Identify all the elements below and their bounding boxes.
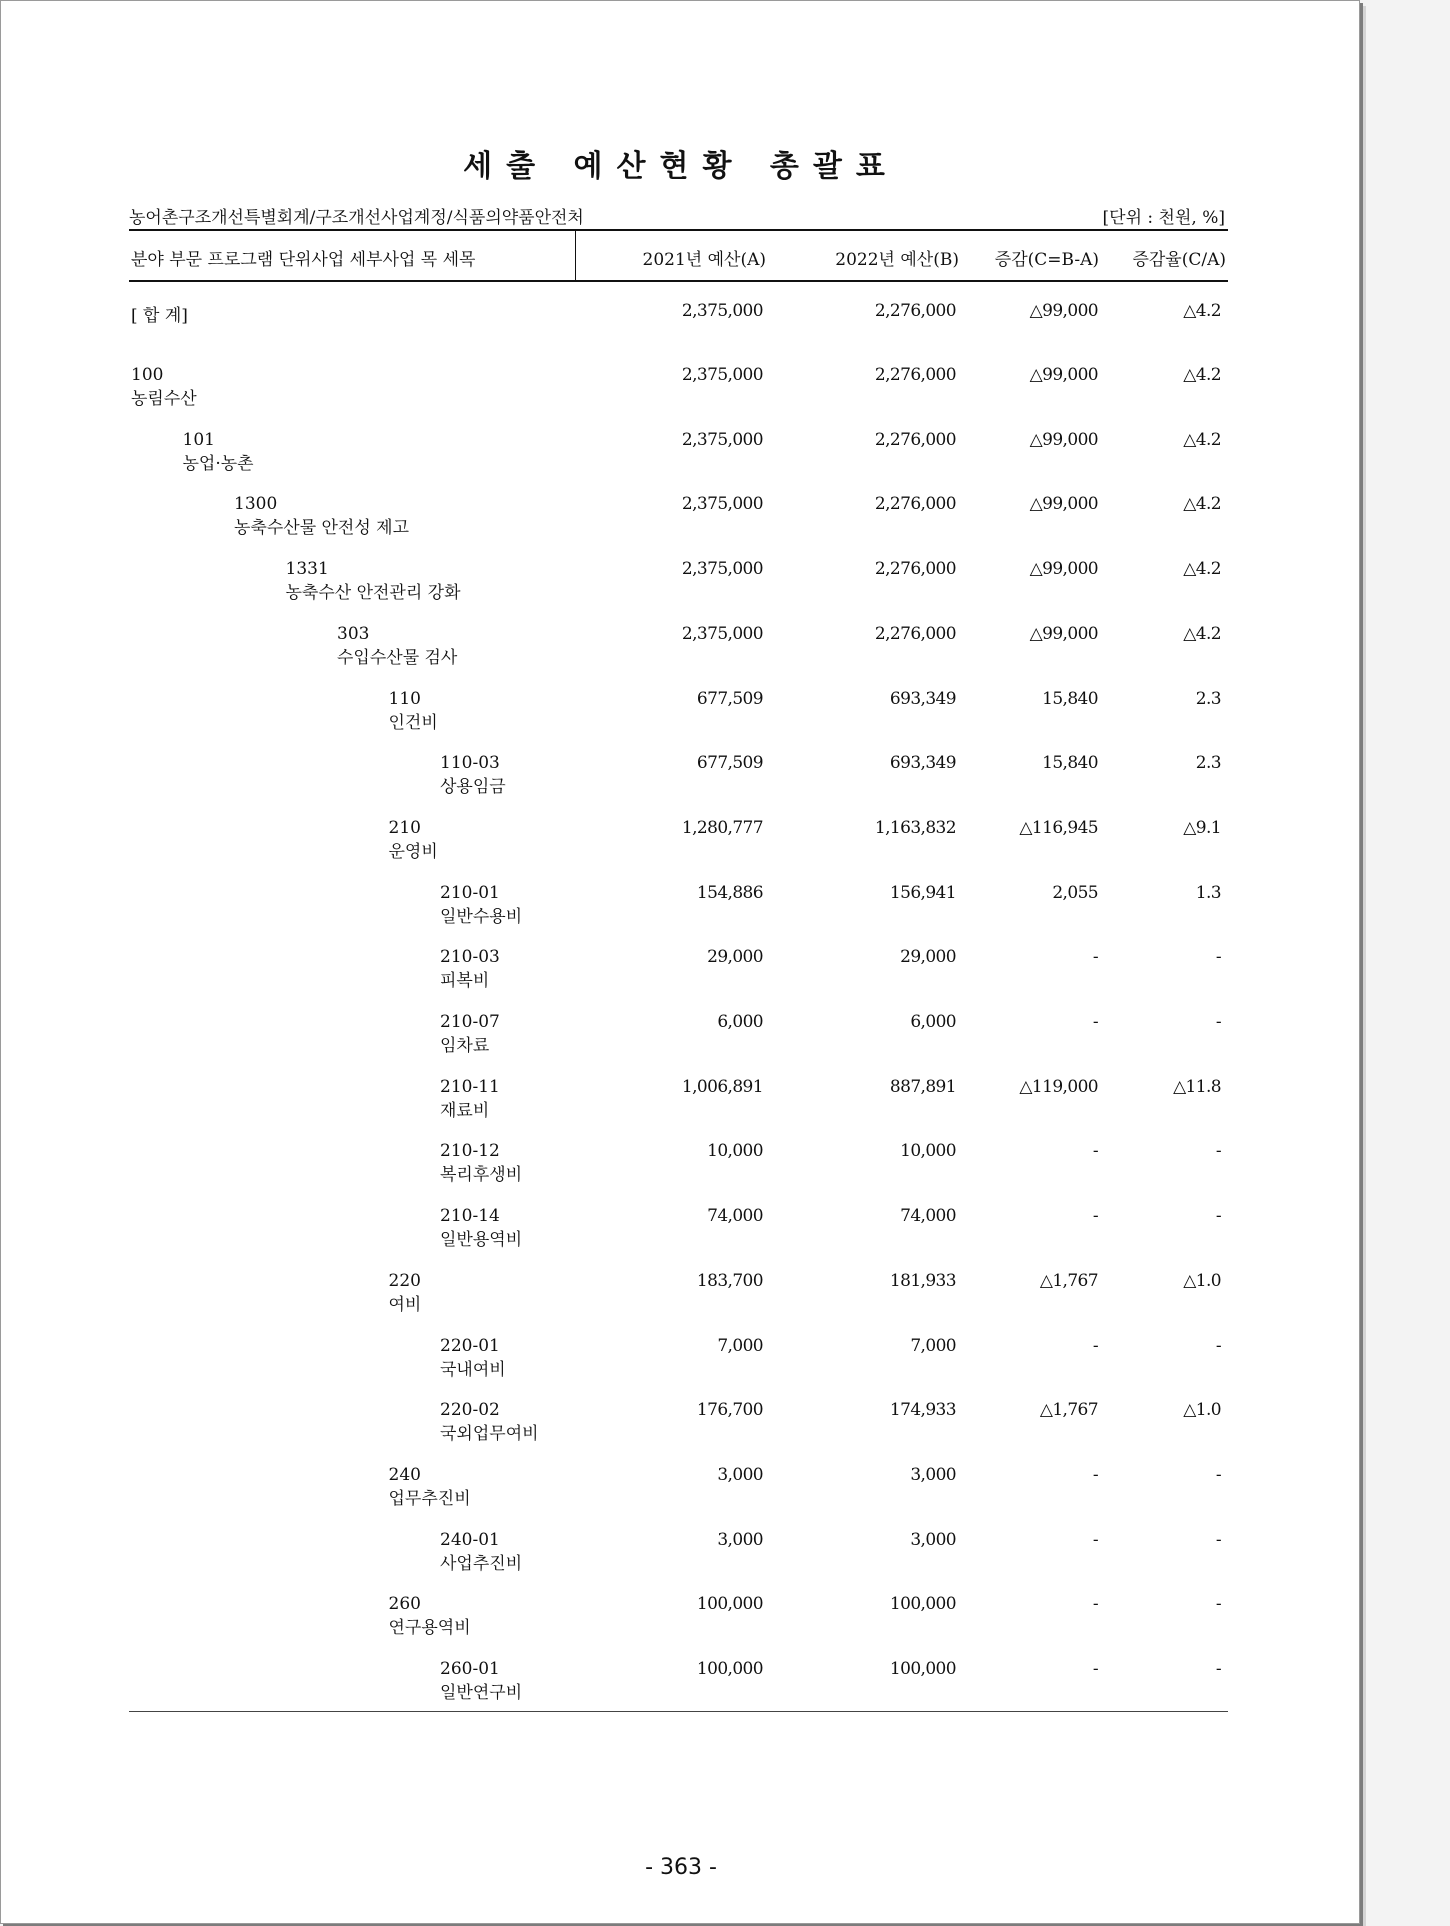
- row-change-rate: △9.1: [1183, 817, 1221, 838]
- account-path: 농어촌구조개선특별회계/구조개선사업계정/식품의약품안전처: [129, 208, 584, 228]
- row-budget-2021: 677,509: [696, 688, 763, 709]
- row-budget-2021: 677,509: [696, 753, 763, 774]
- table-bottom-rule: [129, 1711, 1228, 1712]
- row-name: 농업·농촌: [182, 453, 254, 474]
- row-budget-2022: 156,941: [889, 882, 956, 903]
- row-budget-2021: 2,375,000: [681, 429, 763, 450]
- row-change: △99,000: [1029, 365, 1098, 385]
- row-budget-2022: 2,276,000: [874, 559, 956, 580]
- row-budget-2022: 100,000: [889, 1659, 956, 1679]
- row-budget-2021: 154,886: [696, 882, 763, 903]
- table-row: [1, 1206, 1361, 1266]
- row-budget-2021: 2,375,000: [681, 365, 763, 385]
- row-name: 인건비: [388, 712, 438, 733]
- row-change: △116,945: [1019, 817, 1098, 838]
- total-change-rate: △4.2: [1183, 301, 1221, 321]
- row-budget-2022: 181,933: [889, 1270, 956, 1291]
- row-budget-2022: 887,891: [889, 1076, 956, 1097]
- row-name: 일반수용비: [440, 906, 523, 927]
- row-code: 110-03: [440, 753, 500, 774]
- table-row: [1, 818, 1361, 878]
- row-budget-2021: 176,700: [696, 1400, 763, 1421]
- row-budget-2022: 6,000: [910, 1012, 956, 1032]
- table-row: [1, 1271, 1361, 1331]
- row-code: 210-07: [440, 1012, 500, 1032]
- row-code: 101: [182, 429, 215, 450]
- header-budget-2022: 2022년 예산(B): [835, 250, 959, 270]
- row-budget-2021: 29,000: [707, 947, 763, 968]
- header-top-rule: [129, 229, 1228, 231]
- row-change: -: [1092, 1659, 1098, 1679]
- page-number: - 363 -: [645, 1855, 717, 1880]
- row-change-rate: △4.2: [1183, 559, 1221, 580]
- row-code: 210-03: [440, 947, 500, 968]
- table-row: [1, 1336, 1361, 1396]
- row-change-rate: △4.2: [1183, 494, 1221, 515]
- row-name: 운영비: [388, 841, 438, 862]
- row-budget-2022: 2,276,000: [874, 494, 956, 515]
- row-code: 210-14: [440, 1206, 500, 1227]
- row-budget-2021: 74,000: [707, 1206, 763, 1227]
- row-change: △119,000: [1019, 1076, 1098, 1097]
- row-budget-2022: 10,000: [900, 1141, 956, 1162]
- row-code: 220: [388, 1270, 421, 1291]
- row-budget-2021: 3,000: [717, 1464, 763, 1485]
- table-row: [1, 624, 1361, 684]
- table-row: [1, 1659, 1361, 1719]
- table-row: [1, 1141, 1361, 1201]
- row-change-rate: -: [1215, 1012, 1221, 1032]
- table-row: [1, 494, 1361, 554]
- row-budget-2021: 7,000: [717, 1335, 763, 1356]
- total-row: [1, 301, 1361, 361]
- row-code: 220-01: [440, 1335, 500, 1356]
- row-name: 임차료: [440, 1036, 490, 1056]
- row-change-rate: △4.2: [1183, 365, 1221, 385]
- row-name: 피복비: [440, 971, 490, 992]
- row-code: 210-11: [440, 1076, 500, 1097]
- total-change: △99,000: [1029, 301, 1098, 321]
- row-name: 일반연구비: [440, 1683, 523, 1703]
- row-change: -: [1092, 1012, 1098, 1032]
- row-change: -: [1092, 1464, 1098, 1485]
- row-name: 재료비: [440, 1100, 490, 1121]
- row-name: 일반용역비: [440, 1230, 523, 1251]
- header-bottom-rule: [129, 280, 1228, 282]
- row-name: 국내여비: [440, 1359, 506, 1380]
- row-change: 2,055: [1052, 882, 1098, 903]
- row-change-rate: -: [1215, 1529, 1221, 1550]
- row-code: 1300: [234, 494, 278, 515]
- table-row: [1, 1530, 1361, 1590]
- row-change: -: [1092, 1141, 1098, 1162]
- table-row: [1, 753, 1361, 813]
- row-change: △99,000: [1029, 623, 1098, 644]
- row-change-rate: 2.3: [1195, 753, 1221, 774]
- table-row: [1, 559, 1361, 619]
- row-budget-2021: 1,280,777: [681, 817, 763, 838]
- table-row: [1, 947, 1361, 1007]
- row-budget-2022: 693,349: [889, 688, 956, 709]
- table-row: [1, 1594, 1361, 1654]
- table-row: [1, 689, 1361, 749]
- row-budget-2021: 3,000: [717, 1529, 763, 1550]
- table-row: [1, 1465, 1361, 1525]
- row-change-rate: -: [1215, 947, 1221, 968]
- row-change: △1,767: [1039, 1400, 1098, 1421]
- row-change-rate: 1.3: [1195, 882, 1221, 903]
- row-change-rate: -: [1215, 1206, 1221, 1227]
- row-name: 사업추진비: [440, 1553, 523, 1574]
- row-budget-2022: 100,000: [889, 1594, 956, 1615]
- row-name: 여비: [388, 1294, 422, 1315]
- row-budget-2021: 2,375,000: [681, 559, 763, 580]
- row-budget-2022: 74,000: [900, 1206, 956, 1227]
- header-label: 분야 부문 프로그램 단위사업 세부사업 목 세목: [131, 250, 476, 270]
- row-change: △99,000: [1029, 429, 1098, 450]
- row-name: 농축수산 안전관리 강화: [285, 583, 461, 604]
- unit-label: [단위 : 천원, %]: [1102, 208, 1225, 228]
- row-name: 농축수산물 안전성 제고: [234, 518, 410, 539]
- row-code: 210-12: [440, 1141, 500, 1162]
- total-label: [ 합 계]: [131, 306, 188, 326]
- row-change: -: [1092, 1594, 1098, 1615]
- row-change-rate: △4.2: [1183, 623, 1221, 644]
- table-row: [1, 1077, 1361, 1137]
- row-budget-2022: 693,349: [889, 753, 956, 774]
- row-name: 상용임금: [440, 777, 506, 798]
- row-code: 260: [388, 1594, 421, 1615]
- row-change-rate: 2.3: [1195, 688, 1221, 709]
- row-change: -: [1092, 1206, 1098, 1227]
- row-change: -: [1092, 1335, 1098, 1356]
- table-row: [1, 1012, 1361, 1072]
- page-title: 세출 예산현황 총괄표: [463, 149, 899, 184]
- row-change: △99,000: [1029, 559, 1098, 580]
- header-change-rate: 증감율(C/A): [1132, 250, 1226, 270]
- row-code: 220-02: [440, 1400, 500, 1421]
- row-code: 303: [337, 623, 370, 644]
- header-change: 증감(C=B-A): [994, 250, 1099, 270]
- row-budget-2022: 29,000: [900, 947, 956, 968]
- header-budget-2021: 2021년 예산(A): [642, 250, 766, 270]
- row-change-rate: △1.0: [1183, 1400, 1221, 1421]
- row-name: 복리후생비: [440, 1165, 523, 1186]
- row-name: 국외업무여비: [440, 1424, 539, 1445]
- row-budget-2022: 2,276,000: [874, 429, 956, 450]
- row-name: 업무추진비: [388, 1488, 471, 1509]
- row-change-rate: -: [1215, 1464, 1221, 1485]
- row-budget-2021: 2,375,000: [681, 494, 763, 515]
- row-name: 연구용역비: [388, 1618, 471, 1639]
- row-budget-2021: 183,700: [696, 1270, 763, 1291]
- row-change: 15,840: [1042, 753, 1098, 774]
- row-budget-2021: 100,000: [696, 1659, 763, 1679]
- row-code: 1331: [285, 559, 329, 580]
- row-code: 240: [388, 1464, 421, 1485]
- row-change-rate: -: [1215, 1335, 1221, 1356]
- row-budget-2022: 174,933: [889, 1400, 956, 1421]
- table-row: [1, 883, 1361, 943]
- total-budget-2021: 2,375,000: [681, 301, 763, 321]
- row-change-rate: -: [1215, 1594, 1221, 1615]
- row-change: -: [1092, 1529, 1098, 1550]
- row-budget-2021: 2,375,000: [681, 623, 763, 644]
- row-change: △99,000: [1029, 494, 1098, 515]
- row-change-rate: -: [1215, 1141, 1221, 1162]
- row-budget-2022: 3,000: [910, 1464, 956, 1485]
- table-row: [1, 365, 1361, 425]
- header-column-divider: [575, 231, 576, 280]
- row-budget-2021: 6,000: [717, 1012, 763, 1032]
- row-code: 110: [388, 688, 421, 709]
- row-change-rate: △11.8: [1173, 1076, 1221, 1097]
- row-budget-2022: 1,163,832: [874, 817, 956, 838]
- row-budget-2021: 10,000: [707, 1141, 763, 1162]
- row-budget-2021: 1,006,891: [681, 1076, 763, 1097]
- row-code: 210-01: [440, 882, 500, 903]
- row-code: 260-01: [440, 1659, 500, 1679]
- row-budget-2022: 3,000: [910, 1529, 956, 1550]
- row-code: 210: [388, 817, 421, 838]
- row-change-rate: △1.0: [1183, 1270, 1221, 1291]
- row-change: 15,840: [1042, 688, 1098, 709]
- row-budget-2022: 2,276,000: [874, 365, 956, 385]
- total-budget-2022: 2,276,000: [874, 301, 956, 321]
- row-change: -: [1092, 947, 1098, 968]
- row-code: 240-01: [440, 1529, 500, 1550]
- row-name: 농림수산: [131, 389, 197, 409]
- row-code: 100: [131, 365, 164, 385]
- row-change-rate: △4.2: [1183, 429, 1221, 450]
- table-row: [1, 1400, 1361, 1460]
- row-change-rate: -: [1215, 1659, 1221, 1679]
- table-row: [1, 430, 1361, 490]
- row-budget-2021: 100,000: [696, 1594, 763, 1615]
- row-budget-2022: 7,000: [910, 1335, 956, 1356]
- row-name: 수입수산물 검사: [337, 647, 458, 668]
- row-budget-2022: 2,276,000: [874, 623, 956, 644]
- row-change: △1,767: [1039, 1270, 1098, 1291]
